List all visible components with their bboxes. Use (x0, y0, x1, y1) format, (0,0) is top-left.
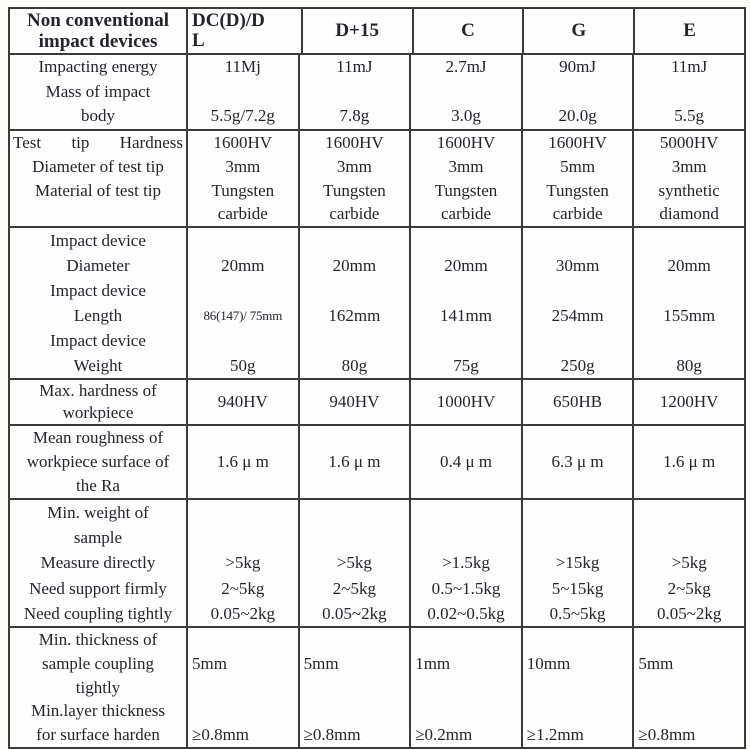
value-line: 250g (560, 356, 595, 375)
label-line: workpiece (62, 403, 134, 422)
value-cell (634, 500, 744, 626)
value-line: 80g (341, 356, 368, 375)
value-line: 5~15kg (551, 578, 604, 598)
value-line: 0.4 μ m (439, 452, 493, 471)
value-cell (411, 55, 523, 129)
value-line (188, 278, 298, 303)
row-label-cell (10, 228, 188, 378)
value-line: 0.05~2kg (656, 603, 722, 623)
value-cell (523, 500, 635, 626)
value-line: 3mm (336, 156, 372, 176)
value-line: 940HV (217, 392, 268, 411)
label-line: tightly (75, 677, 121, 697)
value-line: 3mm (671, 156, 707, 176)
header-device-cell (414, 9, 525, 53)
value-line (300, 500, 410, 525)
value-cell (523, 380, 635, 424)
header-device-cell (303, 9, 414, 53)
header-device-line: L (192, 30, 205, 51)
label-line: body (81, 106, 115, 126)
value-line (192, 628, 298, 652)
value-line: 2~5kg (667, 578, 711, 598)
value-line: 90mJ (559, 57, 596, 76)
value-line (523, 278, 633, 303)
value-line: 2.7mJ (445, 57, 487, 76)
value-line (523, 228, 633, 253)
value-line: synthetic (658, 180, 720, 200)
value-line: 254mm (551, 306, 604, 325)
row-label-cell (10, 628, 188, 747)
value-cell (634, 131, 744, 226)
value-line: 3mm (225, 156, 261, 176)
label-line: Mass of impact (45, 81, 151, 101)
table-row (10, 378, 744, 424)
value-cell (300, 131, 412, 226)
table-row (10, 424, 744, 498)
value-cell (188, 55, 300, 129)
value-line (634, 500, 744, 525)
value-cell (300, 426, 412, 498)
header-row (10, 9, 744, 53)
label-line: Material of test tip (34, 180, 162, 200)
label-word: Hardness (119, 133, 183, 152)
value-line: 1mm (415, 653, 451, 673)
value-line: 1600HV (436, 133, 496, 152)
label-line: Min. weight of (47, 503, 149, 522)
label-line: Impact device (50, 281, 146, 300)
label-line: Measure directly (40, 553, 156, 573)
value-line (300, 525, 410, 550)
label-line (10, 131, 186, 155)
value-line: 0.05~2kg (210, 603, 276, 623)
value-line: 20.0g (558, 106, 597, 126)
value-line: ≥1.2mm (526, 725, 584, 745)
value-line: 3mm (448, 156, 484, 176)
value-cell (634, 426, 744, 498)
label-line: Diameter of test tip (32, 156, 164, 176)
value-line: 10mm (526, 653, 571, 673)
label-line: Impacting energy (38, 57, 158, 76)
value-line: 0.02~0.5kg (427, 603, 505, 623)
value-cell (523, 228, 635, 378)
value-line (638, 628, 744, 652)
value-line: 11mJ (336, 57, 373, 76)
value-line (411, 500, 521, 525)
value-line: 1200HV (659, 392, 719, 411)
value-cell (411, 628, 523, 747)
header-device-cell (635, 9, 744, 53)
value-line: 1.6 μ m (663, 452, 716, 471)
value-line (415, 628, 521, 652)
value-cell (300, 380, 412, 424)
value-cell (411, 131, 523, 226)
label-line: Mean roughness of (32, 428, 164, 447)
value-cell (523, 55, 635, 129)
value-cell (300, 628, 412, 747)
value-line (188, 80, 298, 105)
value-line (304, 699, 410, 723)
value-line (634, 328, 744, 353)
value-line (188, 228, 298, 253)
value-line: carbide (329, 204, 380, 224)
value-line: 7.8g (339, 106, 370, 126)
spec-table (8, 7, 746, 749)
value-line: 86(147)/ 75mm (203, 308, 283, 323)
value-line: Tungsten (546, 180, 609, 200)
label-line: Need coupling tightly (23, 603, 173, 623)
value-line: Tungsten (434, 180, 498, 200)
value-cell (188, 426, 300, 498)
value-line (415, 699, 521, 723)
value-line: 80g (676, 356, 702, 375)
value-line: 5mm (303, 653, 339, 673)
value-line: diamond (659, 204, 719, 224)
value-line (411, 328, 521, 353)
table-row (10, 53, 744, 129)
value-line: 940HV (329, 392, 380, 411)
value-line (304, 628, 410, 652)
value-line: 5.5g (674, 106, 705, 126)
value-line: ≥0.8mm (303, 725, 361, 745)
header-corner-cell (10, 9, 188, 53)
value-line: 75g (453, 356, 479, 375)
label-line: Impact device (50, 331, 146, 350)
value-line (523, 500, 633, 525)
label-line: Max. hardness of (39, 381, 157, 400)
value-line: 2~5kg (332, 578, 376, 598)
value-line: 20mm (444, 256, 488, 275)
value-cell (300, 55, 412, 129)
value-line (300, 80, 410, 105)
value-cell (411, 380, 523, 424)
header-device-line: C (461, 20, 475, 41)
value-line (523, 80, 633, 105)
row-label-cell (10, 55, 188, 129)
value-line: Tungsten (211, 180, 275, 200)
value-line: >1.5kg (442, 553, 490, 573)
value-line: 11Mj (224, 57, 261, 76)
table-row (10, 498, 744, 626)
value-line (188, 525, 298, 550)
table-row (10, 129, 744, 226)
value-line (411, 525, 521, 550)
value-line: ≥0.8mm (192, 725, 250, 745)
value-line: 162mm (328, 306, 381, 325)
value-line: 650HB (553, 392, 603, 411)
value-line: 1.6 μ m (216, 452, 269, 471)
value-line: ≥0.8mm (638, 725, 696, 745)
label-line: the Ra (76, 476, 120, 495)
value-line: 1600HV (213, 133, 273, 152)
value-line: carbide (552, 204, 603, 224)
value-line (188, 328, 298, 353)
value-cell (188, 628, 300, 747)
value-line (300, 228, 410, 253)
header-label-line: Non conventional (27, 10, 169, 31)
value-line: 155mm (663, 306, 716, 325)
row-label-cell (10, 500, 188, 626)
label-line: workpiece surface of (26, 452, 170, 471)
value-cell (523, 426, 635, 498)
value-cell (188, 228, 300, 378)
header-device-line: D+15 (335, 20, 379, 41)
value-line: 1600HV (325, 133, 384, 152)
value-line: Tungsten (323, 180, 386, 200)
value-line (304, 676, 410, 700)
label-line: sample coupling (42, 653, 154, 673)
value-line: >5kg (225, 553, 261, 573)
label-line: for surface harden (36, 725, 160, 745)
value-line: 30mm (555, 256, 600, 275)
label-line: Weight (73, 356, 123, 375)
value-line (527, 676, 633, 700)
row-label-cell (10, 131, 188, 226)
value-cell (634, 55, 744, 129)
value-cell (634, 380, 744, 424)
value-cell (634, 228, 744, 378)
value-line: 50g (230, 356, 256, 375)
label-line: Diameter (66, 256, 130, 275)
value-line: 6.3 μ m (551, 452, 604, 471)
value-line (192, 699, 298, 723)
value-line: 20mm (332, 256, 377, 275)
value-line (411, 228, 521, 253)
value-line: 20mm (221, 256, 265, 275)
value-line: 20mm (667, 256, 711, 275)
value-line: 0.5~5kg (549, 603, 606, 623)
label-line: sample (73, 528, 123, 548)
value-line (527, 628, 633, 652)
value-line: >15kg (555, 553, 600, 573)
value-line: 1600HV (548, 133, 607, 152)
value-line (634, 228, 744, 253)
header-device-line: E (683, 20, 696, 41)
label-word: tip (71, 133, 90, 152)
value-line: >5kg (336, 553, 372, 573)
label-word: Test (13, 133, 42, 152)
value-line: carbide (217, 204, 268, 224)
value-line: 11mJ (671, 57, 708, 76)
table-row (10, 226, 744, 378)
value-line (300, 328, 410, 353)
value-line: 5mm (192, 653, 227, 673)
value-line: ≥0.2mm (415, 725, 473, 745)
table-row (10, 626, 744, 747)
value-cell (300, 500, 412, 626)
value-line: 0.5~1.5kg (431, 578, 501, 598)
value-line: 3.0g (451, 106, 481, 126)
value-line: 1000HV (436, 392, 496, 411)
value-cell (523, 628, 635, 747)
value-cell (634, 628, 744, 747)
header-device-cell (188, 9, 303, 53)
value-line: 5mm (560, 156, 596, 176)
value-cell (523, 131, 635, 226)
header-label-line: impact devices (38, 31, 158, 52)
value-line (523, 525, 633, 550)
value-cell (188, 131, 300, 226)
value-cell (411, 426, 523, 498)
value-line: >5kg (671, 553, 707, 573)
value-line (415, 676, 521, 700)
header-device-line: DC(D)/D (192, 10, 265, 31)
value-cell (411, 228, 523, 378)
value-line (300, 278, 410, 303)
label-line: Min.layer thickness (30, 701, 166, 721)
value-line (634, 80, 744, 105)
value-cell (411, 500, 523, 626)
value-line (188, 500, 298, 525)
value-line (411, 80, 521, 105)
label-line: Need support firmly (29, 578, 167, 598)
value-line (523, 328, 633, 353)
value-line: 141mm (440, 306, 492, 325)
value-line: 5mm (638, 653, 674, 673)
row-label-cell (10, 380, 188, 424)
header-device-line: G (571, 20, 587, 41)
label-line: Length (73, 306, 123, 325)
value-line: 5000HV (659, 133, 719, 152)
value-line: 5.5g/7.2g (210, 106, 275, 126)
value-line (192, 676, 298, 700)
header-device-cell (524, 9, 635, 53)
value-cell (300, 228, 412, 378)
value-line (411, 278, 521, 303)
value-line (634, 525, 744, 550)
row-label-cell (10, 426, 188, 498)
label-line: Impact device (50, 231, 146, 250)
value-line (638, 699, 744, 723)
value-line: 2~5kg (221, 578, 265, 598)
value-line (638, 676, 744, 700)
label-line: Min. thickness of (38, 630, 158, 649)
value-line (634, 278, 744, 303)
value-line (527, 699, 633, 723)
value-cell (188, 380, 300, 424)
value-line: 0.05~2kg (322, 603, 387, 623)
value-cell (188, 500, 300, 626)
value-line: carbide (440, 204, 491, 224)
value-line: 1.6 μ m (328, 452, 381, 471)
